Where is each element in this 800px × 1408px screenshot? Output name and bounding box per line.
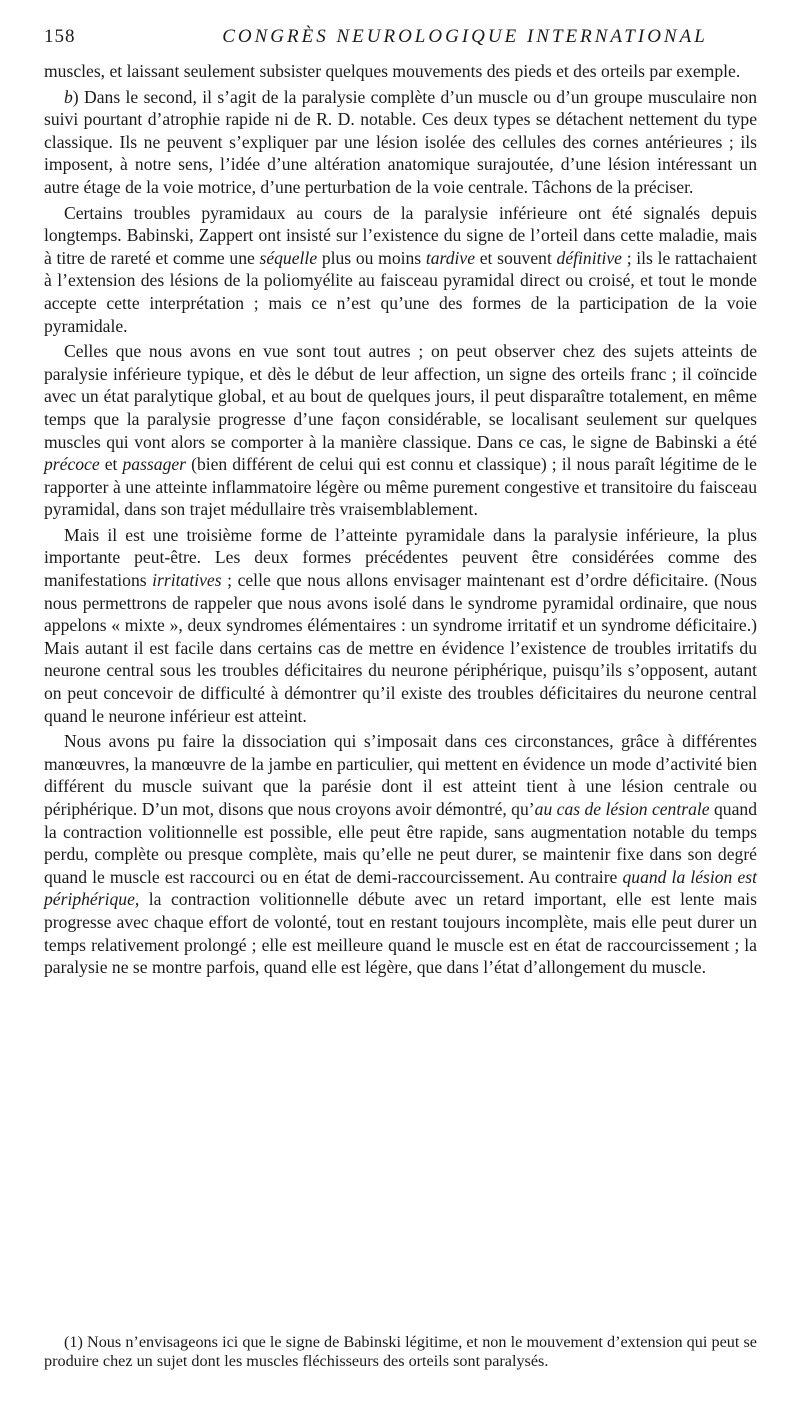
- paragraph: [44, 60, 757, 83]
- text-run: ) Dans le second, il s’agit de la paralysie complète d’un muscle ou d’un groupe musculaire non suivi pourtant d’atrophie rapide ni de R. D. notable. Ces deux types se détachent nettement du type classique. Ils ne peuvent s’expliquer par une lésion isolée des cellules des cornes antérieures ; ils imposent, à notre sens, l’idée d’une altération anatomique surajoutée, d’une lésion intéressant un autre étage de la voie motrice, d’une perturbation de la voie centrale. Tâchons de la préciser.: [44, 86, 757, 197]
- text-run: (bien différent de celui qui est connu et classique) ; il nous paraît légitime de le rapporter à une atteinte inflammatoire légère ou même purement congestive et transitoire du faisceau pyramidal, dans son trajet médullaire très vraisemblablement.: [44, 454, 757, 520]
- italic-text: séquelle: [259, 247, 318, 268]
- text-run: Nous avons pu faire la dissociation qui s’imposait dans ces circonstances, grâce à différentes manœuvres, la manœuvre de la jambe en particulier, qui mettent en évidence un mode d’activité bien différent du muscle suivant que la parésie dont il est atteint tient à une lésion centrale ou périphérique. D’un mot, disons que nous croyons avoir démontré, qu’: [44, 731, 757, 819]
- text-run: et: [99, 454, 123, 475]
- text-run: ; celle que nous allons envisager maintenant est d’ordre déficitaire. (Nous nous permettrons de rappeler que nous avons isolé dans le syndrome pyramidal ordinaire, que nous appelons « mixte », deux syndromes élémentaires : un syndrome irritatif et un syndrome déficitaire.) Mais autant il est facile dans certains cas de mettre en évidence l’existence de troubles irritatifs du neurone central sous les troubles déficitaires du neurone périphérique, puisqu’ils s’opposent, autant on peut concevoir de difficulté à démontrer qu’il existe des troubles déficitaires du neurone central quand le neurone inférieur est atteint.: [44, 570, 757, 726]
- running-head: CONGRÈS NEUROLOGIQUE INTERNATIONAL: [222, 26, 708, 47]
- body-text: [44, 60, 757, 982]
- page-header: [44, 26, 756, 54]
- italic-text: irritatives: [152, 570, 222, 591]
- footnote: (1) Nous n’envisageons ici que le signe de Babinski légitime, et non le mouvement d’extension qui peut se produire chez un sujet dont les muscles fléchisseurs des orteils sont paralysés.: [44, 1333, 757, 1370]
- paragraph: [44, 524, 757, 727]
- text-run: ; ils le rattachaient à l’extension des lésions de la poliomyélite au faisceau pyramidal direct ou croisé, et tout le monde accepte cette interprétation ; mais ce n’est qu’une des formes de la participation de la voie pyramidale.: [44, 247, 758, 336]
- text-run: Mais il est une troisième forme de l’atteinte pyramidale dans la paralysie inférieure, la plus importante peut-être. Les deux formes précédentes peuvent être considérées comme des manifestations: [44, 524, 757, 591]
- italic-text: quand la lésion est périphérique: [44, 866, 757, 910]
- text-run: Celles que nous avons en vue sont tout autres ; on peut observer chez des sujets atteints de paralysie inférieure typique, et dès le début de leur affection, un signe des orteils franc ; il coïncide avec un état paralytique global, et au bout de quelques jours, il peut disparaître totalement, en même temps que la paralysie progresse d’une façon considérable, se localisant seulement sur quelques muscles qui vont alors se comporter à la manière classique. Dans ce cas, le signe de Babinski a été: [44, 341, 757, 452]
- italic-text: b: [64, 86, 73, 107]
- text-run: muscles, et laissant seulement subsister quelques mouvements des pieds et des orteils par exemple.: [44, 61, 741, 81]
- text-run: , la contraction volitionnelle débute avec un retard important, elle est lente mais progresse avec chaque effort de volonté, tout en restant toujours incomplète, mais elle peut durer un temps relativement prolongé ; elle est meilleure quand le muscle est en état de raccourcissement ; la paralysie ne se montre parfois, quand elle est légère, que dans l’état d’allongement du muscle.: [44, 889, 757, 978]
- italic-text: précoce: [44, 454, 100, 475]
- page-number: 158: [44, 26, 76, 47]
- italic-text: tardive: [425, 247, 476, 268]
- paragraph: [44, 730, 757, 979]
- italic-text: passager: [122, 454, 187, 475]
- text-run: Certains troubles pyramidaux au cours de la paralysie inférieure ont été signalés depuis longtemps. Babinski, Zappert ont insisté sur l’existence du signe de l’orteil dans cette maladie, mais à titre de rareté et comme une: [44, 202, 757, 268]
- text-run: plus ou moins: [317, 247, 426, 268]
- paragraph: [44, 202, 757, 338]
- italic-text: au cas de lésion centrale: [534, 799, 710, 819]
- text-run: et souvent: [475, 247, 557, 268]
- paragraph: [44, 340, 757, 521]
- italic-text: définitive: [556, 247, 622, 268]
- paragraph: [44, 86, 757, 199]
- text-run: quand la contraction volitionnelle est possible, elle peut être rapide, sans augmentation notable du temps perdu, complète ou presque complète, mais qu’elle ne peut durer, se maintenir fixe dans son degré quand le muscle est raccourci ou en état de demi-raccourcissement. Au contraire: [44, 799, 757, 887]
